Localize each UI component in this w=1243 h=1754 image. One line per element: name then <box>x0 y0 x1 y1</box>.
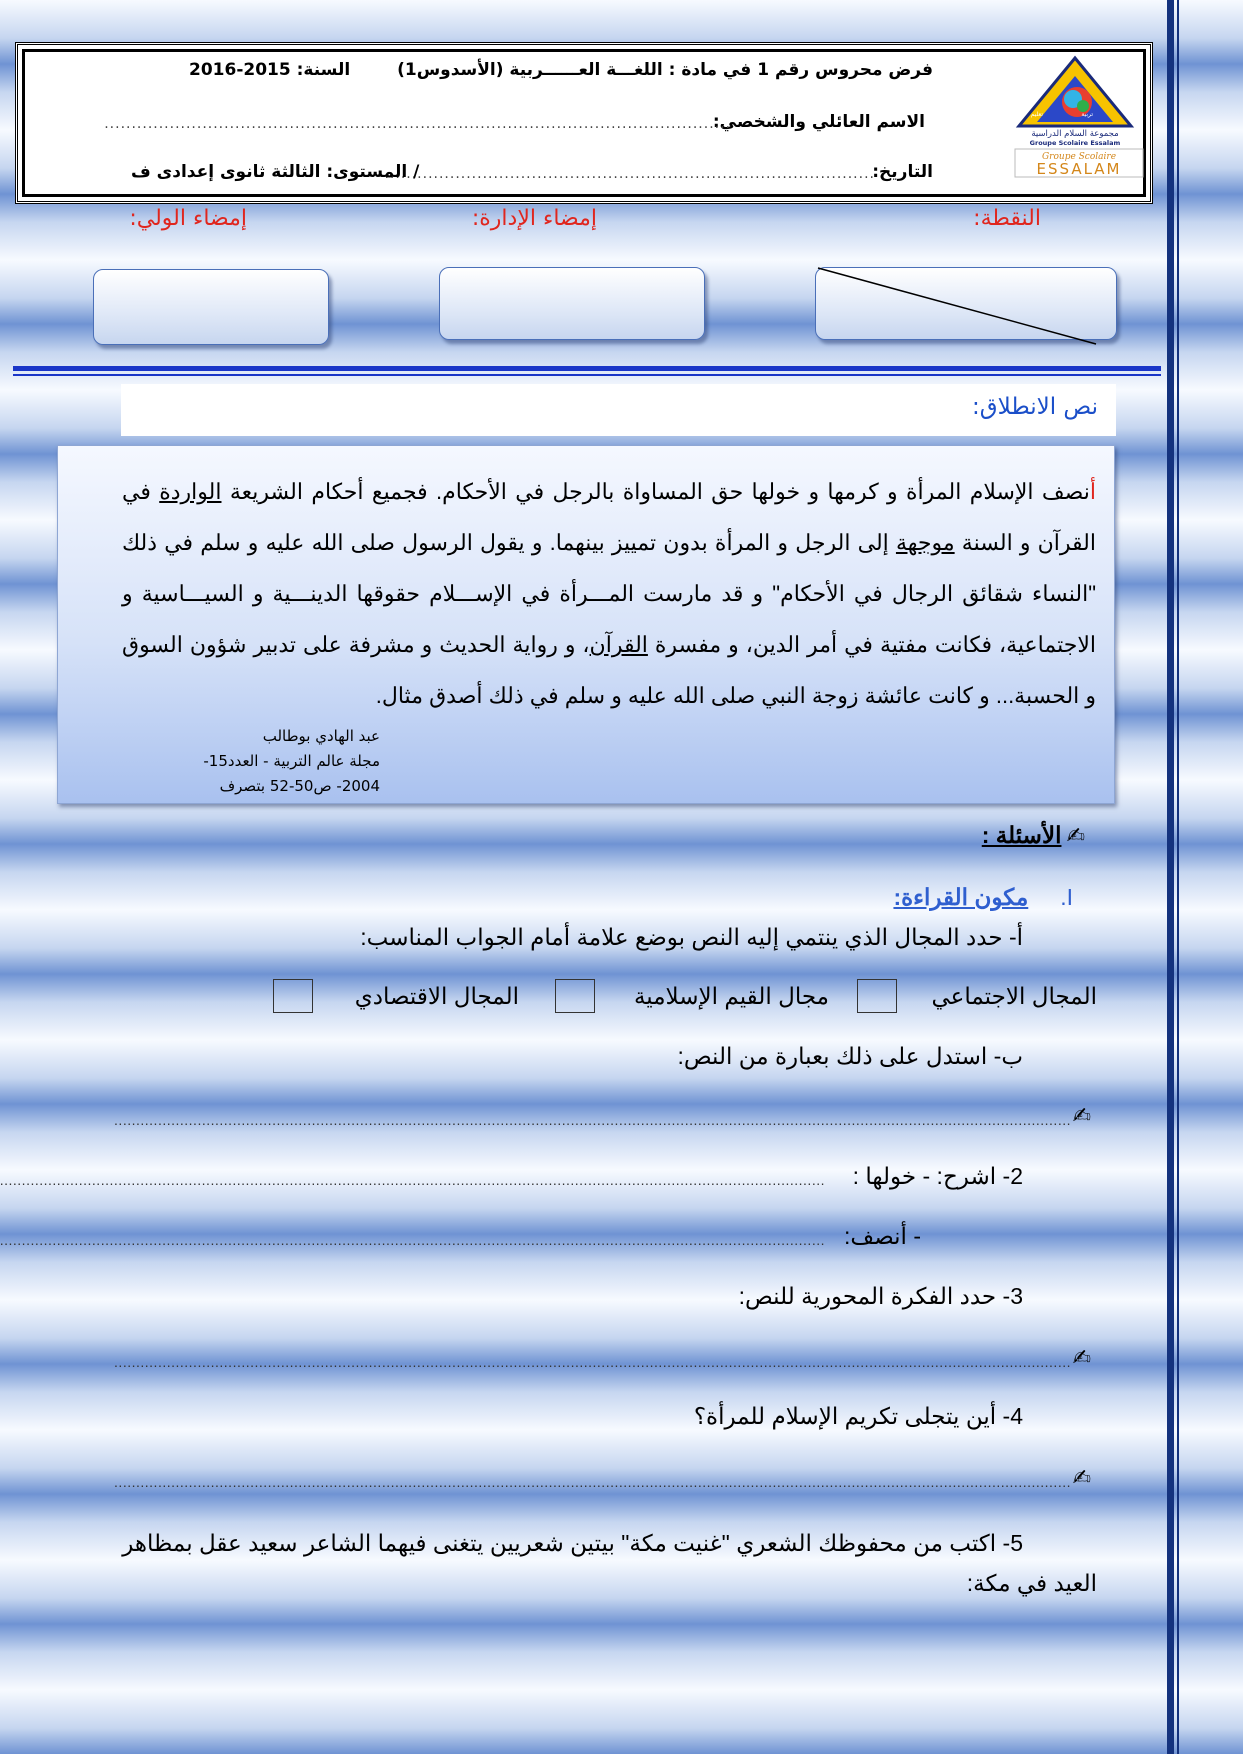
answer-line-2[interactable]: ............................................................................................................................................................................................ <box>0 1172 825 1188</box>
answer-line-4[interactable]: .......................................................................................................................................................................................................................... <box>114 1474 1071 1490</box>
question-1a: أ- حدد المجال الذي ينتمي إليه النص بوضع علامة أمام الجواب المناسب: <box>360 924 1023 950</box>
passage-segment: نصف الإسلام المرأة و كرمها و خولها حق المساواة بالرجل في الأحكام. فجميع أحكام الشريعة <box>221 479 1090 504</box>
option-islamic-checkbox[interactable] <box>555 979 595 1013</box>
passage-segment: إلى الرجل و المرأة بدون تمييز بينهما. و يقول الرسول صلى الله عليه و سلم في ذلك "النساء شقائق الرجال في الأحكام" و قد مارست المـــرأة في الإســـلام حقوقها الدينـــية و السيـــاسية و الاجتماعية، فكانت مفتية في أمر الدين، و مفسرة <box>122 530 1097 657</box>
question-2b: - أنصف: <box>844 1223 921 1249</box>
border-rail-thin <box>1177 0 1179 1754</box>
svg-text:تعليم: تعليم <box>1030 111 1043 118</box>
score-label: النقطة: <box>973 206 1041 231</box>
question-5-line-2: العيد في مكة: <box>966 1570 1097 1596</box>
underlined-word: القرآن <box>589 632 648 657</box>
option-economic-label: المجال الاقتصادي <box>354 983 519 1009</box>
option-islamic-label: مجال القيم الإسلامية <box>633 983 829 1009</box>
source-pages: 2004- ص50-52 بتصرف <box>219 777 380 795</box>
option-economic-checkbox[interactable] <box>273 979 313 1013</box>
question-2: 2- اشرح: - خولها : <box>852 1163 1023 1189</box>
answer-line-4-icon <box>1073 1466 1091 1491</box>
passage-text <box>122 466 1096 721</box>
passage-box <box>57 445 1115 804</box>
passage-title-bar <box>121 384 1116 436</box>
guardian-signature-label: إمضاء الولي: <box>129 206 247 231</box>
question-5-line-1: 5- اكتب من محفوظك الشعري "غنيت مكة" بيتين شعريين يتغنى فيهما الشاعر سعيد عقل بمظاهر <box>122 1530 1023 1556</box>
admin-signature-box[interactable] <box>439 267 705 340</box>
date-field[interactable]: .......................................................................................... <box>384 166 875 182</box>
questions-heading <box>982 822 1085 849</box>
pen-icon: ✍ <box>1072 1346 1091 1371</box>
question-3: 3- حدد الفكرة المحورية للنص: <box>738 1283 1023 1309</box>
question-4: 4- أين يتجلى تكريم الإسلام للمرأة؟ <box>693 1403 1023 1429</box>
option-social-label: المجال الاجتماعي <box>931 983 1097 1009</box>
date-label: التاريخ: <box>872 162 933 182</box>
name-field[interactable]: ................................................................................................................... <box>104 116 731 132</box>
pen-icon: ✍ <box>1072 1104 1091 1129</box>
svg-text:تربية: تربية <box>1081 111 1093 118</box>
svg-text:ESSALAM: ESSALAM <box>1036 160 1122 178</box>
svg-text:Groupe Scolaire: Groupe Scolaire <box>1041 152 1117 162</box>
svg-text:Groupe Scolaire Essalam: Groupe Scolaire Essalam <box>1029 139 1121 147</box>
source-journal: مجلة عالم التربية - العدد15- <box>203 752 380 770</box>
level-label: / المستوى: الثالثة ثانوى إعدادى ف <box>131 162 420 182</box>
name-label: الاسم العائلي والشخصي: <box>712 112 925 132</box>
divider-thin <box>13 374 1161 376</box>
passage-first-letter: أ <box>1089 479 1097 504</box>
border-rail <box>1167 0 1174 1754</box>
diagonal-slash-icon <box>816 268 1116 339</box>
passage-segment: ، و رواية الحديث و مشرفة على تدبير شؤون السوق و الحسبة... و كانت عائشة زوجة النبي صلى الله عليه و سلم في ذلك أصدق مثال. <box>122 632 1096 708</box>
answer-line-1b[interactable]: .......................................................................................................................................................................................................................... <box>114 1112 1071 1128</box>
logo-icon <box>1013 54 1145 178</box>
divider <box>13 366 1161 371</box>
guardian-signature-box[interactable] <box>93 269 329 345</box>
underlined-word: الواردة <box>159 479 222 504</box>
score-box[interactable] <box>815 267 1117 340</box>
answer-line-2b[interactable]: ............................................................................................................................................................................................ <box>0 1232 825 1248</box>
question-5 <box>117 1523 1097 1603</box>
section-1-title <box>893 884 1073 911</box>
passage-title: نص الانطلاق: <box>972 394 1098 420</box>
option-social-checkbox[interactable] <box>857 979 897 1013</box>
passage-segment: في القرآن و السنة <box>122 479 1096 555</box>
answer-line-1b-icon <box>1073 1104 1091 1129</box>
exam-title: فرض محروس رقم 1 في مادة : اللغـــة العــــــربية (الأسدوس1) <box>397 60 933 80</box>
svg-text:مجموعة السلام الدراسية: مجموعة السلام الدراسية <box>1031 129 1119 139</box>
section-1-number: I. <box>1060 884 1073 910</box>
questions-heading-text: الأسئلة : <box>981 822 1062 848</box>
passage-source <box>120 724 380 799</box>
school-year: السنة: 2015-2016 <box>189 60 351 80</box>
answer-line-3[interactable]: .......................................................................................................................................................................................................................... <box>114 1354 1071 1370</box>
school-logo <box>1013 54 1145 178</box>
question-1b: ب- استدل على ذلك بعبارة من النص: <box>677 1043 1023 1069</box>
answer-line-3-icon <box>1073 1346 1091 1371</box>
source-author: عبد الهادي بوطالب <box>262 727 380 745</box>
admin-signature-label: إمضاء الإدارة: <box>471 206 597 231</box>
pen-icon: ✍ <box>1066 824 1085 849</box>
underlined-word: موجهة <box>895 530 955 555</box>
pen-icon: ✍ <box>1072 1466 1091 1491</box>
section-1-label: مكون القراءة: <box>893 884 1029 910</box>
